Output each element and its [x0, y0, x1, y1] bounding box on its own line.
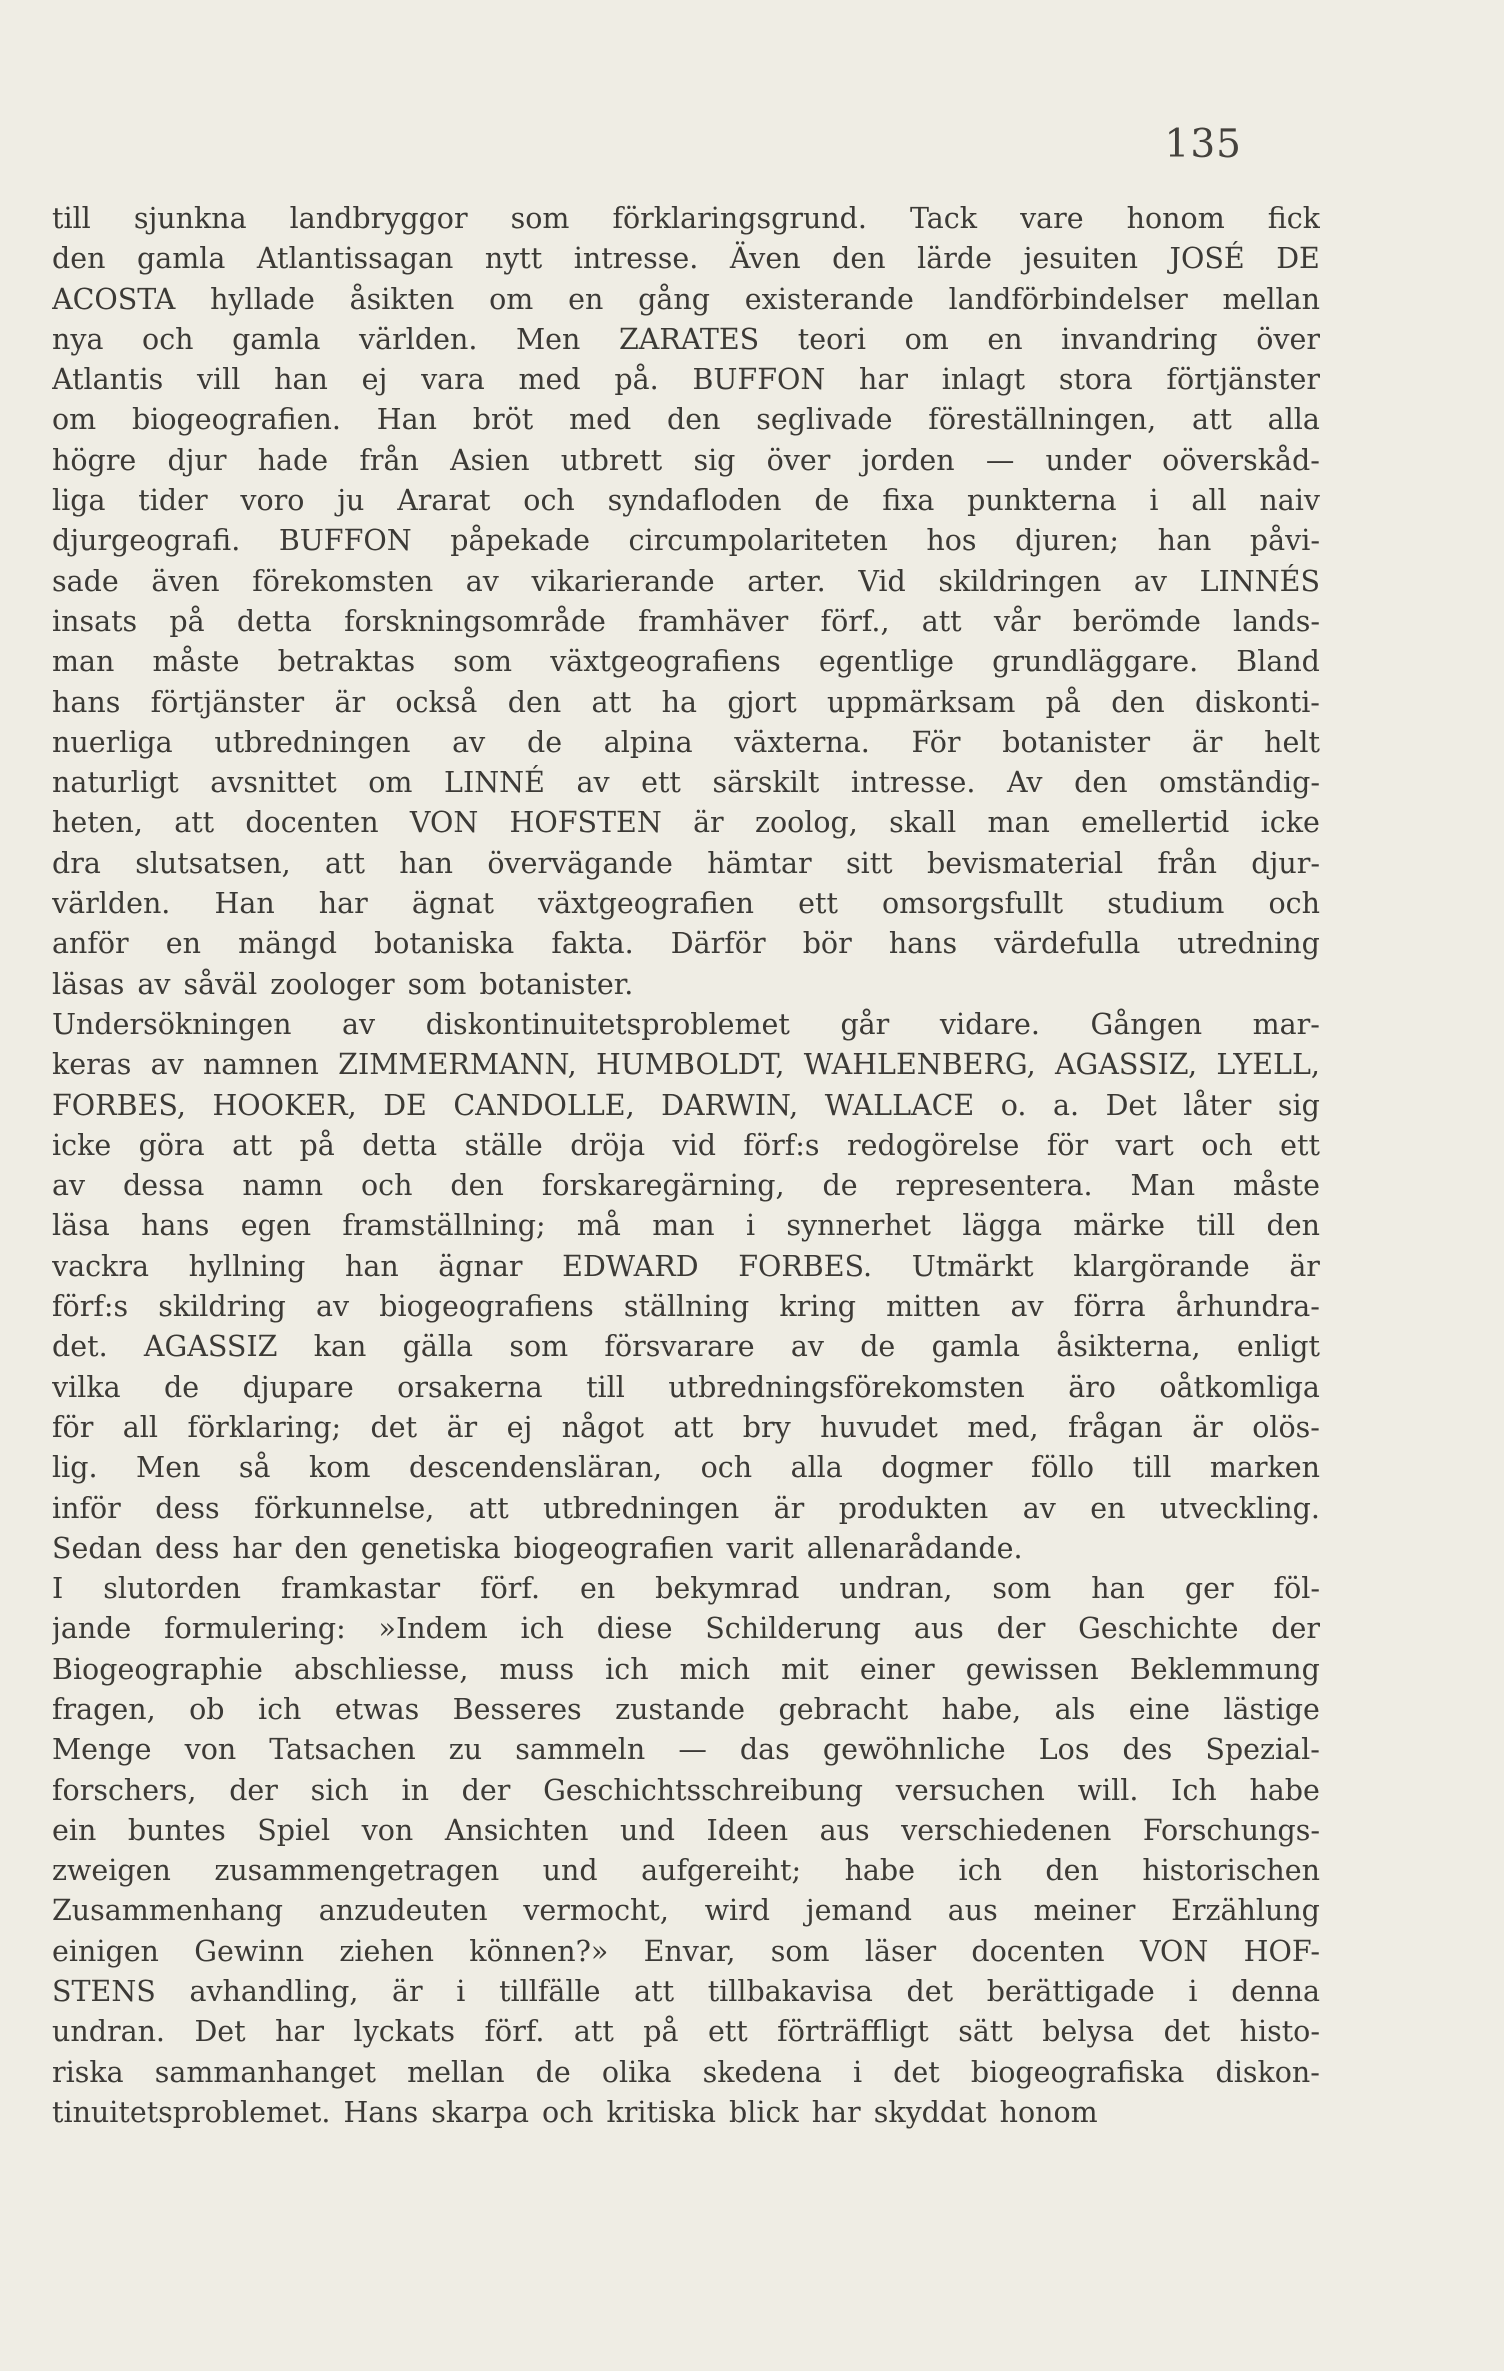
text-line: det. AGASSIZ kan gälla som försvarare av de gamla åsikterna, enligt — [52, 1330, 1320, 1364]
text-line: världen. Han har ägnat växtgeografien ett omsorgsfullt studium och — [52, 887, 1320, 921]
text-line: forschers, der sich in der Geschichtsschreibung versuchen will. Ich habe — [52, 1773, 1320, 1807]
text-line: hans förtjänster är också den att ha gjort uppmärksam på den diskonti- — [52, 685, 1320, 719]
text-line: högre djur hade från Asien utbrett sig över jorden — under oöverskåd- — [52, 443, 1320, 477]
text-line: den gamla Atlantissagan nytt intresse. Även den lärde jesuiten JOSÉ DE — [52, 242, 1320, 276]
text-line: einigen Gewinn ziehen können?» Envar, som läser docenten VON HOF- — [52, 1934, 1320, 1968]
text-line: jande formulering: »Indem ich diese Schilderung aus der Geschichte der — [52, 1612, 1320, 1646]
text-line: insats på detta forskningsområde framhäver förf., att vår berömde lands- — [52, 604, 1320, 638]
text-line: djurgeografi. BUFFON påpekade circumpolariteten hos djuren; han påvi- — [52, 524, 1320, 558]
text-line: undran. Det har lyckats förf. att på ett förträffligt sätt belysa det histo- — [52, 2015, 1320, 2049]
text-line: FORBES, HOOKER, DE CANDOLLE, DARWIN, WALLACE o. a. Det låter sig — [52, 1088, 1320, 1122]
text-line: ACOSTA hyllade åsikten om en gång existerande landförbindelser mellan — [52, 282, 1320, 316]
text-line: nuerliga utbredningen av de alpina växterna. För botanister är helt — [52, 725, 1320, 759]
text-line: STENS avhandling, är i tillfälle att tillbakavisa det berättigade i denna — [52, 1975, 1320, 2009]
text-line: zweigen zusammengetragen und aufgereiht; habe ich den historischen — [52, 1854, 1320, 1888]
text-line: icke göra att på detta ställe dröja vid förf:s redogörelse för vart och ett — [52, 1128, 1320, 1162]
text-line: av dessa namn och den forskaregärning, de representera. Man måste — [52, 1169, 1320, 1203]
text-line: Sedan dess har den genetiska biogeografien varit allenarådande. — [52, 1531, 1023, 1565]
text-line: till sjunkna landbryggor som förklaringsgrund. Tack vare honom fick — [52, 202, 1320, 235]
text-line: I slutorden framkastar förf. en bekymrad undran, som han ger föl- — [52, 1572, 1320, 1606]
text-line: för all förklaring; det är ej något att bry huvudet med, frågan är olös- — [52, 1410, 1320, 1444]
text-line: keras av namnen ZIMMERMANN, HUMBOLDT, WAHLENBERG, AGASSIZ, LYELL, — [52, 1048, 1320, 1082]
text-line: man måste betraktas som växtgeografiens egentlige grundläggare. Bland — [52, 645, 1320, 679]
text-line: tinuitetsproblemet. Hans skarpa och kritiska blick har skyddat honom — [52, 2095, 1098, 2129]
text-line: om biogeografien. Han bröt med den seglivade föreställningen, att alla — [52, 403, 1320, 437]
text-line: liga tider voro ju Ararat och syndafloden de fixa punkterna i all naiv — [52, 484, 1320, 518]
text-line: riska sammanhanget mellan de olika skedena i det biogeografiska diskon- — [52, 2055, 1320, 2089]
body-text — [52, 199, 1320, 2133]
text-line: heten, att docenten VON HOFSTEN är zoolog, skall man emellertid icke — [52, 806, 1320, 840]
text-line: Undersökningen av diskontinuitetsproblemet går vidare. Gången mar- — [52, 1007, 1320, 1041]
text-line: dra slutsatsen, att han övervägande hämtar sitt bevismaterial från djur- — [52, 846, 1320, 880]
text-line: Zusammenhang anzudeuten vermocht, wird jemand aus meiner Erzählung — [52, 1894, 1320, 1928]
text-line: fragen, ob ich etwas Besseres zustande gebracht habe, als eine lästige — [52, 1692, 1320, 1726]
text-line: nya och gamla världen. Men ZARATES teori om en invandring över — [52, 322, 1320, 356]
text-line: Biogeographie abschliesse, muss ich mich mit einer gewissen Beklemmung — [52, 1652, 1320, 1686]
text-line: Atlantis vill han ej vara med på. BUFFON har inlagt stora förtjänster — [52, 363, 1320, 397]
text-line: ein buntes Spiel von Ansichten und Ideen aus verschiedenen Forschungs- — [52, 1813, 1320, 1847]
text-line: läsas av såväl zoologer som botanister. — [52, 967, 634, 1001]
page-number: 135 — [1164, 122, 1242, 167]
text-line: naturligt avsnittet om LINNÉ av ett särskilt intresse. Av den omständig- — [52, 766, 1320, 800]
text-line: anför en mängd botaniska fakta. Därför bör hans värdefulla utredning — [52, 927, 1320, 961]
text-line: inför dess förkunnelse, att utbredningen är produkten av en utveckling. — [52, 1491, 1320, 1525]
text-line: läsa hans egen framställning; må man i synnerhet lägga märke till den — [52, 1209, 1320, 1243]
text-line: vilka de djupare orsakerna till utbredningsförekomsten äro oåtkomliga — [52, 1370, 1320, 1404]
text-line: lig. Men så kom descendensläran, och alla dogmer föllo till marken — [52, 1451, 1320, 1485]
text-line: vackra hyllning han ägnar EDWARD FORBES. Utmärkt klargörande är — [52, 1249, 1320, 1283]
text-line: Menge von Tatsachen zu sammeln — das gewöhnliche Los des Spezial- — [52, 1733, 1320, 1767]
text-line: sade även förekomsten av vikarierande arter. Vid skildringen av LINNÉS — [52, 564, 1320, 598]
text-line: förf:s skildring av biogeografiens ställning kring mitten av förra århundra- — [52, 1290, 1320, 1324]
